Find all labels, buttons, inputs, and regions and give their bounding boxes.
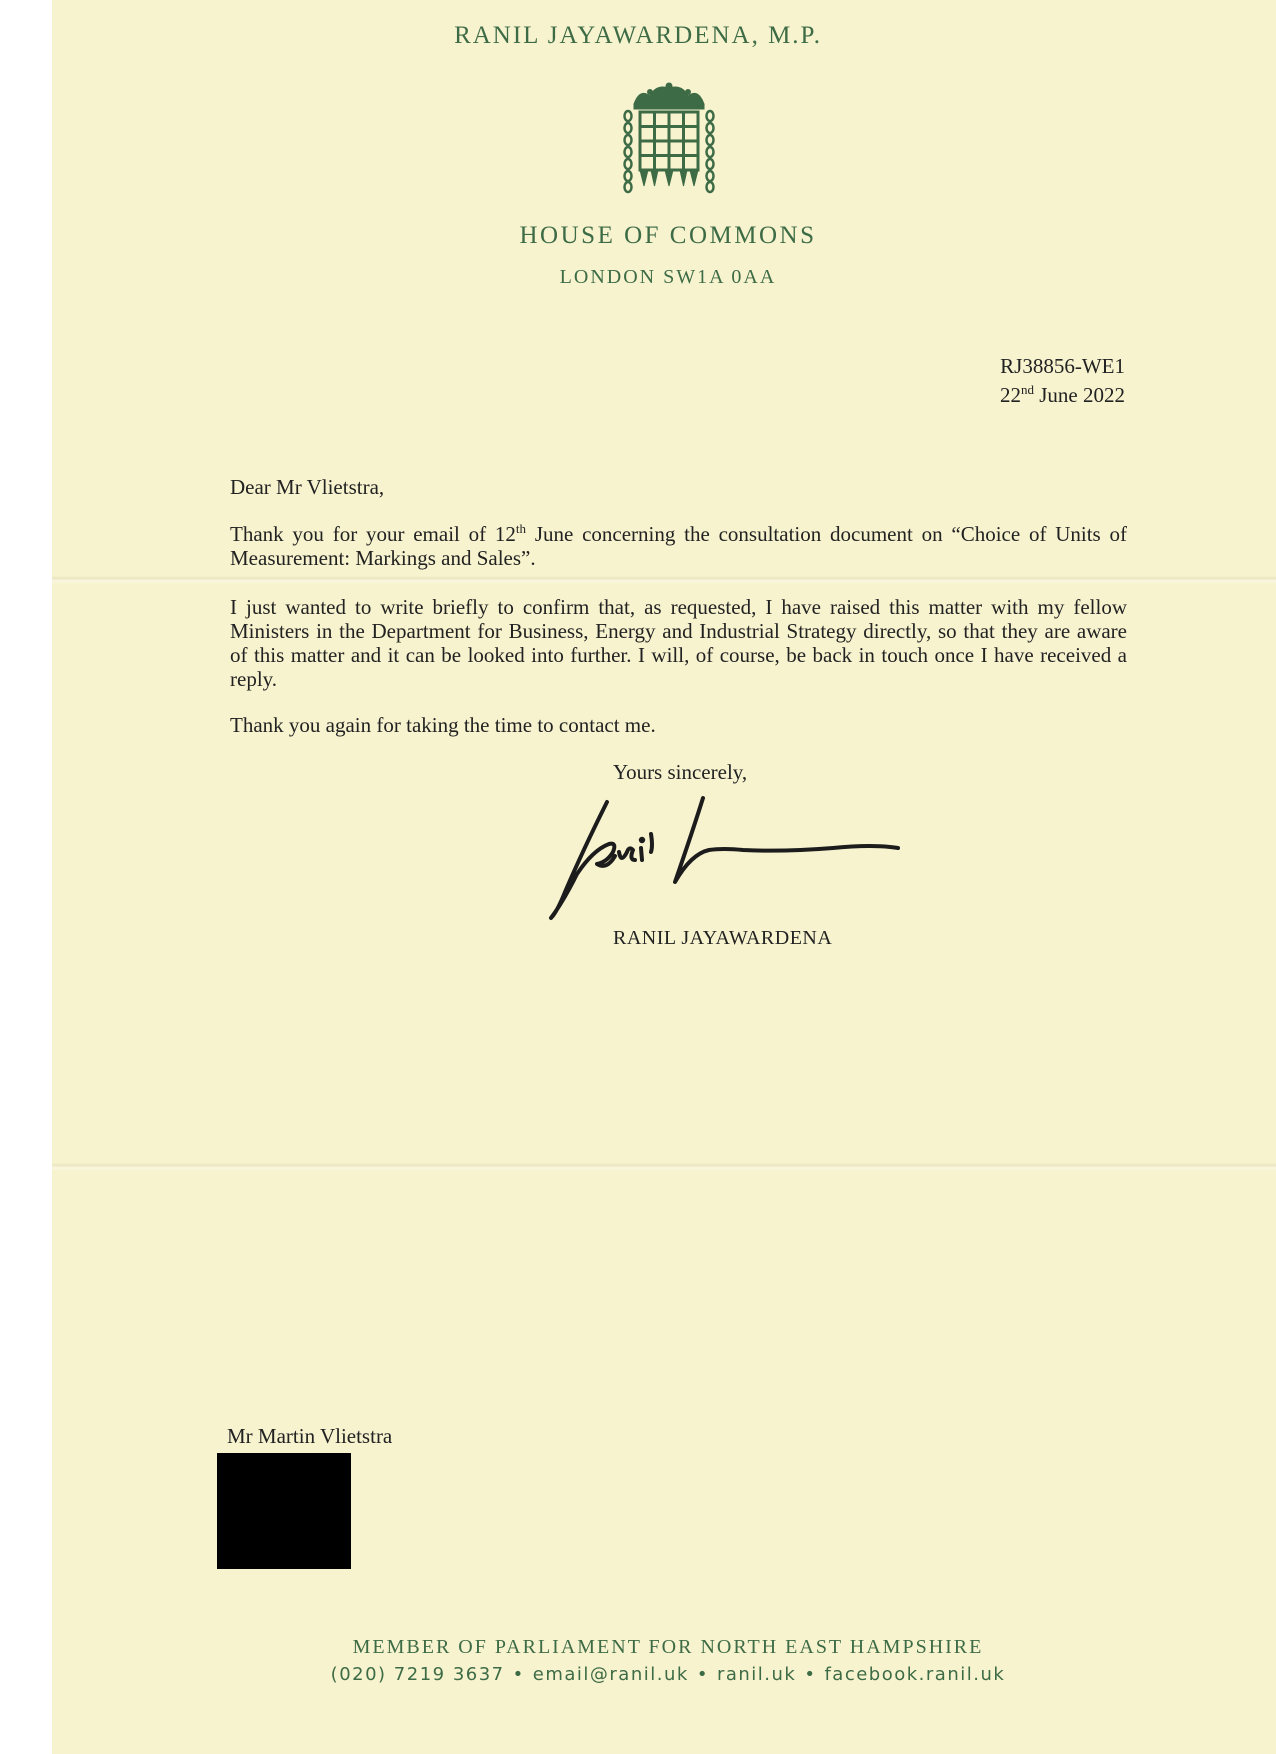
redacted-address-block — [217, 1453, 351, 1569]
paragraph-1-superscript: th — [515, 521, 527, 536]
date-day: 22 — [1000, 383, 1021, 407]
date-suffix: nd — [1021, 382, 1034, 397]
paragraph-2: I just wanted to write briefly to confirm that, as requested, I have raised this matter with my fellow Ministers in the Department for Business, Energy and Industrial Strategy directly, so that they are aware of this matter and it can be looked into further. I will, of course, be back in touch once I have received a reply. — [230, 595, 1127, 691]
handwritten-signature — [543, 790, 943, 930]
footer-contacts — [0, 1664, 1276, 1685]
portcullis-crest-icon — [620, 82, 718, 194]
letterhead-mp-name: RANIL JAYAWARDENA, M.P. — [454, 22, 822, 49]
paragraph-1-end: June concerning the consultation document on “Choice of Units of Measurement: Markings and Sales”. — [230, 522, 1127, 570]
footer-constituency: MEMBER OF PARLIAMENT FOR NORTH EAST HAMPSHIRE — [352, 1636, 984, 1658]
paragraph-3: Thank you again for taking the time to contact me. — [230, 713, 656, 737]
signer-name: RANIL JAYAWARDENA — [613, 927, 833, 949]
reference-code: RJ38856-WE1 — [1000, 354, 1125, 378]
closing: Yours sincerely, — [613, 760, 748, 784]
separator-bullet: • — [512, 1664, 525, 1685]
footer-email: email@ranil.uk — [532, 1664, 689, 1685]
recipient-name: Mr Martin Vlietstra — [227, 1424, 393, 1448]
date-month-year: June 2022 — [1034, 383, 1125, 407]
separator-bullet: • — [696, 1664, 709, 1685]
paragraph-1-start: Thank you for your email of 12 — [230, 522, 516, 546]
letter-date — [1000, 378, 1125, 407]
separator-bullet: • — [804, 1664, 817, 1685]
letterhead-institution: HOUSE OF COMMONS — [519, 222, 817, 249]
salutation: Dear Mr Vlietstra, — [230, 475, 385, 499]
letterhead-address: LONDON SW1A 0AA — [559, 266, 777, 288]
reference-block — [1000, 354, 1125, 407]
footer-website: ranil.uk — [716, 1664, 797, 1685]
footer-facebook: facebook.ranil.uk — [824, 1664, 1006, 1685]
paragraph-1 — [230, 522, 1127, 570]
footer-phone: (020) 7219 3637 — [330, 1664, 505, 1685]
